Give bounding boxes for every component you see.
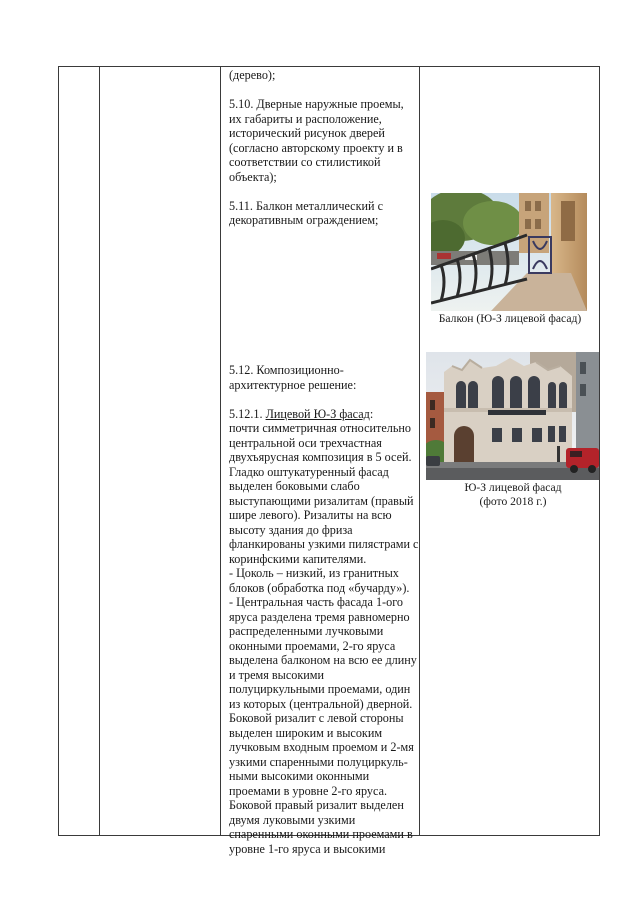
item-5-12-1	[229, 407, 419, 857]
text-line: яруса разделена тремя равномерно	[229, 609, 410, 624]
text-line: выделен широким и высоким	[229, 725, 383, 740]
item-5-12	[229, 363, 419, 392]
text-line: центральной оси трехчастная	[229, 435, 382, 450]
text-line: блоков (обработка под «бучарду»).	[229, 580, 410, 595]
table-top-border	[58, 66, 600, 67]
heading-link: Лицевой Ю-З фасад	[265, 406, 370, 421]
text-line: полуциркульными проемами, один	[229, 682, 411, 696]
table-col-divider-3	[419, 66, 420, 836]
text-line: исторический рисунок дверей	[229, 126, 385, 140]
text-line: 5.12. Композиционно-	[229, 363, 344, 377]
text-line: Гладко оштукатуренный фасад	[229, 464, 389, 479]
text-line: узкими спаренными полуциркуль-	[229, 754, 408, 769]
column-3-text-lower	[229, 363, 419, 856]
table-col-divider-1	[99, 66, 100, 836]
table-col-divider-2	[220, 66, 221, 836]
text-line: объекта);	[229, 169, 277, 184]
text-line: из которых (центральной) дверной.	[229, 696, 413, 711]
text-line: 5.11. Балкон металлический с	[229, 198, 384, 213]
facade-image	[426, 352, 599, 480]
facade-caption-line-2: (фото 2018 г.)	[479, 495, 547, 508]
facade-caption-line-1: Ю-З лицевой фасад	[464, 481, 562, 494]
text-line: и тремя высокими	[229, 667, 325, 682]
text-line: (дерево);	[229, 68, 276, 82]
text-line: высоту здания до фриза	[229, 522, 353, 537]
text-line: выступающими ризалитам (правый	[229, 493, 414, 508]
heading-colon: :	[369, 406, 374, 421]
balcony-image	[431, 193, 587, 311]
balcony-caption: Балкон (Ю-З лицевой фасад)	[438, 312, 582, 325]
text-line: Боковой правый ризалит выделен	[229, 798, 404, 812]
text-line: (согласно авторскому проекту и в	[229, 140, 403, 155]
item-5-10	[229, 97, 419, 184]
text-line: шире левого). Ризалиты на всю	[229, 508, 392, 522]
text-line: выделена балконом на всю ее длину	[229, 653, 417, 667]
text-line: декоративным ограждением;	[229, 213, 379, 227]
text-line: соответствии со стилистикой	[229, 155, 381, 169]
heading-number: 5.12.1.	[229, 406, 266, 421]
table-left-border	[58, 66, 59, 836]
text-line: уровне 1-го яруса и высокими	[229, 841, 386, 856]
text-line: лучковым входным проемом и 2-мя	[229, 740, 414, 754]
text-line: их габариты и расположение,	[229, 111, 382, 126]
text-line: двумя луковыми узкими	[229, 812, 356, 827]
text-line: Боковой ризалит с левой стороны	[229, 711, 404, 725]
text-line: - Центральная часть фасада 1-ого	[229, 595, 403, 609]
text-line: коринфскими капителями.	[229, 551, 367, 566]
text-line: - Цоколь – низкий, из гранитных	[229, 566, 399, 580]
item-heading	[229, 407, 419, 422]
table-right-border	[599, 66, 600, 836]
text-line: фланкированы узкими пилястрами с	[229, 537, 419, 551]
facade-photo	[426, 352, 599, 480]
text-line: распределенными лучковыми	[229, 624, 384, 638]
text-line: проемами в уровне 2-го яруса.	[229, 783, 388, 798]
item-5-11	[229, 199, 419, 228]
text-line: двухъярусная композиция в 5 осей.	[229, 450, 412, 464]
facade-caption	[440, 481, 586, 509]
text-line: ными высокими оконными	[229, 769, 370, 783]
text-line: спаренными оконными проемами в	[229, 827, 413, 841]
column-3-text	[229, 68, 419, 228]
text-line: выделен боковыми слабо	[229, 479, 360, 493]
balcony-photo	[431, 193, 587, 311]
text-line: оконными проемами, 2-го яруса	[229, 638, 396, 653]
facade-description	[229, 421, 419, 856]
text-line: 5.10. Дверные наружные проемы,	[229, 97, 404, 111]
text-line: архитектурное решение:	[229, 377, 357, 392]
text-line: почти симметричная относительно	[229, 421, 411, 435]
